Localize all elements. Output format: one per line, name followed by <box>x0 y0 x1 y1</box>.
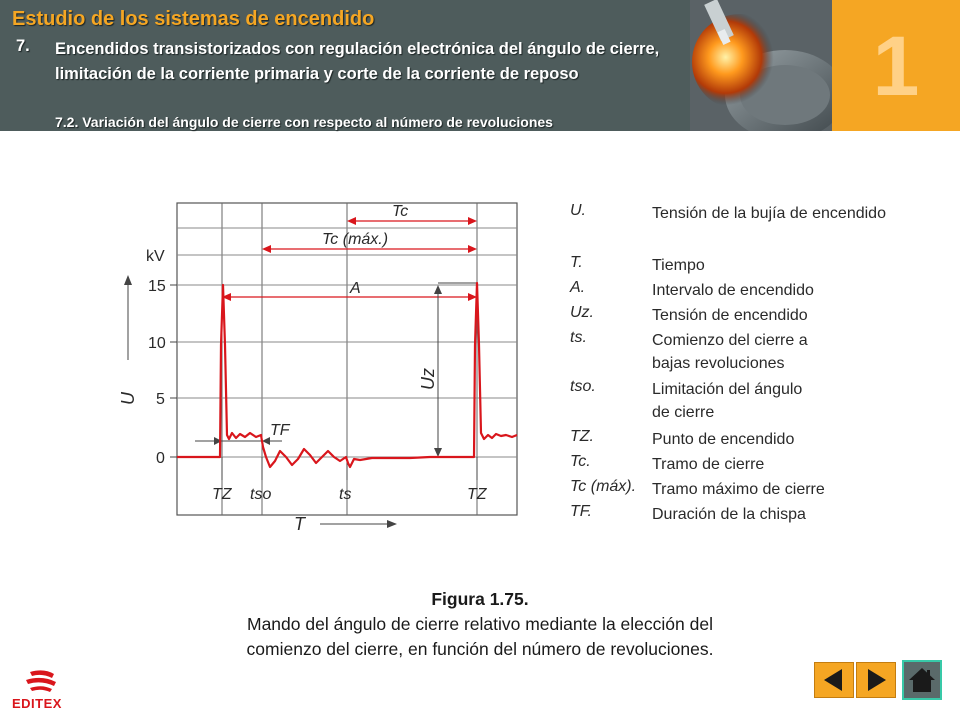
legend-key: U. <box>570 202 586 219</box>
figure-description: Mando del ángulo de cierre relativo mediante la elección del comienzo del cierre, en función del número de revoluciones. <box>246 614 714 659</box>
header-banner <box>0 0 832 131</box>
dwell-angle-oscillogram <box>110 195 530 540</box>
next-button[interactable] <box>856 662 896 698</box>
y-tick-label: 10 <box>148 335 166 352</box>
home-button[interactable] <box>902 660 942 700</box>
subsection-title: 7.2. Variación del ángulo de cierre con respecto al número de revoluciones <box>55 114 553 130</box>
x-label-tso: tso <box>250 486 272 503</box>
legend-desc: Comienzo del cierre a bajas revoluciones <box>652 332 808 372</box>
y-unit-label: kV <box>146 248 165 265</box>
legend-desc: Punto de encendido <box>652 431 795 448</box>
legend-desc: Duración de la chispa <box>652 506 806 523</box>
section-number: 7. <box>16 37 30 55</box>
legend-desc: Tensión de encendido <box>652 307 808 324</box>
x-label-tz-left: TZ <box>212 486 232 503</box>
tc-max-label: Tc (máx.) <box>322 231 389 248</box>
y-tick-label: 5 <box>156 391 165 408</box>
legend-key: TZ. <box>570 428 594 445</box>
y-tick-label: 0 <box>156 450 165 467</box>
legend-key: tso. <box>570 378 596 395</box>
legend-key: Tc (máx). <box>570 478 637 495</box>
arrow-right-icon <box>857 663 895 697</box>
x-label-ts: ts <box>339 486 352 503</box>
legend-key: Tc. <box>570 453 591 470</box>
legend-desc: Intervalo de encendido <box>652 282 814 299</box>
a-label: A <box>350 280 361 297</box>
legend-key: Uz. <box>570 304 594 321</box>
tc-label: Tc <box>392 203 409 220</box>
legend-desc: Tramo máximo de cierre <box>652 481 825 498</box>
legend-key: ts. <box>570 329 587 346</box>
arrow-left-icon <box>815 663 853 697</box>
home-icon <box>904 662 940 698</box>
chapter-badge <box>832 0 960 131</box>
logo-text: EDITEX <box>12 696 62 711</box>
legend-desc: Tiempo <box>652 257 705 274</box>
tf-label: TF <box>270 422 290 439</box>
u-axis-label: U <box>118 392 138 405</box>
previous-button[interactable] <box>814 662 854 698</box>
x-label-tz-right: TZ <box>467 486 487 503</box>
legend-desc: Limitación del ángulo de cierre <box>652 381 803 421</box>
t-axis-label: T <box>294 514 305 534</box>
legend-key: A. <box>570 279 586 296</box>
chapter-number: 1 <box>872 19 920 113</box>
figure-caption <box>240 587 720 662</box>
page-title: Estudio de los sistemas de encendido <box>12 8 375 30</box>
legend-desc: Tramo de cierre <box>652 456 765 473</box>
section-title: Encendidos transistorizados con regulación electrónica del ángulo de cierre, limitación de la corriente primaria y corte de la corriente de reposo <box>55 40 660 83</box>
figure-number: Figura 1.75. <box>431 589 529 609</box>
legend-key: T. <box>570 254 583 271</box>
engine-spark-photo <box>690 0 832 131</box>
editex-logo <box>10 668 72 712</box>
legend-key: TF. <box>570 503 592 520</box>
y-tick-label: 15 <box>148 278 166 295</box>
legend-desc: Tensión de la bujía de encendido <box>652 205 886 222</box>
uz-label: Uz <box>418 368 438 390</box>
